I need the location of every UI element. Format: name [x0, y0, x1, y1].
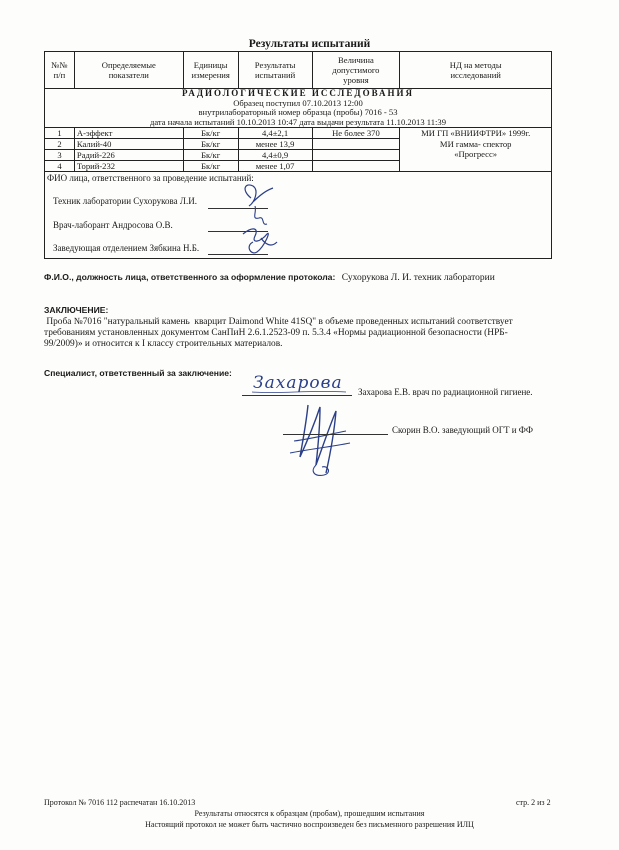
sample-number: внутрилабораторный номер образца (пробы) 7016 - 53	[198, 107, 398, 118]
sample-received: Образец поступил 07.10.2013 12:00	[233, 97, 363, 108]
row-num: 2	[45, 139, 75, 150]
row-limit: Не более 370	[312, 128, 400, 139]
protocol-responsible	[44, 272, 495, 283]
signer-1: Захарова Е.В. врач по радиационной гигиене.	[358, 387, 533, 397]
row-unit: Бк/кг	[183, 150, 238, 161]
staff-doctor: Врач-лаборант Андросова О.В.	[53, 220, 173, 231]
staff-technician: Техник лаборатории Сухорукова Л.И.	[53, 196, 198, 207]
results-table	[44, 51, 552, 259]
header-num: №№ п/п	[45, 52, 75, 89]
row-result: менее 13,9	[238, 139, 312, 150]
method-line: МИ гамма- спектор	[439, 138, 512, 149]
header-indicators: Определяемые показатели	[74, 52, 183, 89]
footer-protocol: Протокол № 7016 112 распечатан 16.10.2013	[44, 798, 196, 807]
responsible-row	[45, 172, 552, 259]
staff-head: Заведующая отделением Зябкина Н.Б.	[53, 243, 200, 254]
conclusion-heading: ЗАКЛЮЧЕНИЕ:	[44, 305, 109, 315]
row-num: 1	[45, 128, 75, 139]
footer-note-2: Настоящий протокол не может быть частично воспроизведен без письменного разрешения ИЛЦ	[145, 820, 474, 829]
method-line: МИ ГП «ВНИИФТРИ» 1999г.	[421, 128, 531, 139]
row-unit: Бк/кг	[183, 139, 238, 150]
handwritten-name: Захарова	[253, 373, 343, 393]
section-row	[45, 89, 552, 128]
responsible-title: ФИО лица, ответственного за проведение испытаний:	[47, 173, 254, 184]
row-limit	[312, 139, 400, 150]
footer-page: стр. 2 из 2	[516, 798, 551, 807]
header-methods: НД на методы исследований	[400, 52, 552, 89]
head-signature	[280, 395, 360, 480]
staff-signatures	[231, 176, 281, 260]
signer-2: Скорин В.О. заведующий ОГТ и ФФ	[392, 425, 534, 435]
row-name: Торий-232	[74, 161, 183, 172]
header-units: Единицы измерения	[183, 52, 238, 89]
conclusion-line: 99/2009)» и относится к I классу строительных материалов.	[44, 339, 283, 349]
protocol-responsible-label: Ф.И.О., должность лица, ответственного за оформление протокола:	[44, 272, 336, 282]
row-unit: Бк/кг	[183, 161, 238, 172]
conclusion-line: требованиям установленных документом СанПиН 2.6.1.2523-09 п. 5.3.4 «Нормы радиационной безопасности (НРБ-	[44, 328, 508, 338]
document-title: Результаты испытаний	[248, 38, 371, 50]
method-line: «Прогресс»	[454, 149, 498, 160]
table-header-row	[45, 52, 552, 89]
row-limit	[312, 150, 400, 161]
row-result: 4,4±0,9	[238, 150, 312, 161]
conclusion-text	[44, 317, 564, 350]
row-limit	[312, 161, 400, 172]
row-name: А-эффект	[74, 128, 183, 139]
specialist-label: Специалист, ответственный за заключение:	[44, 368, 232, 378]
row-num: 3	[45, 150, 75, 161]
signature-line	[283, 434, 388, 435]
header-limit: Величина допустимого уровня	[312, 52, 400, 89]
table-row	[45, 128, 552, 139]
footer-note-1: Результаты относятся к образцам (пробам), прошедшим испытания	[194, 809, 425, 818]
row-num: 4	[45, 161, 75, 172]
row-unit: Бк/кг	[183, 128, 238, 139]
header-results: Результаты испытаний	[238, 52, 312, 89]
section-title: РАДИОЛОГИЧЕСКИЕ ИССЛЕДОВАНИЯ	[181, 88, 415, 98]
protocol-responsible-value: Сухорукова Л. И. техник лаборатории	[341, 273, 495, 283]
row-name: Калий-40	[74, 139, 183, 150]
conclusion-line: Проба №7016 "натуральный камень кварцит Daimond White 41SQ" в объеме проведенных испытаний соответствует	[44, 317, 513, 327]
row-result: менее 1,07	[238, 161, 312, 172]
row-result: 4,4±2,1	[238, 128, 312, 139]
row-name: Радий-226	[74, 150, 183, 161]
method-cell	[400, 128, 552, 172]
test-dates: дата начала испытаний 10.10.2013 10:47 дата выдачи результата 11.10.2013 11:39	[149, 116, 447, 127]
